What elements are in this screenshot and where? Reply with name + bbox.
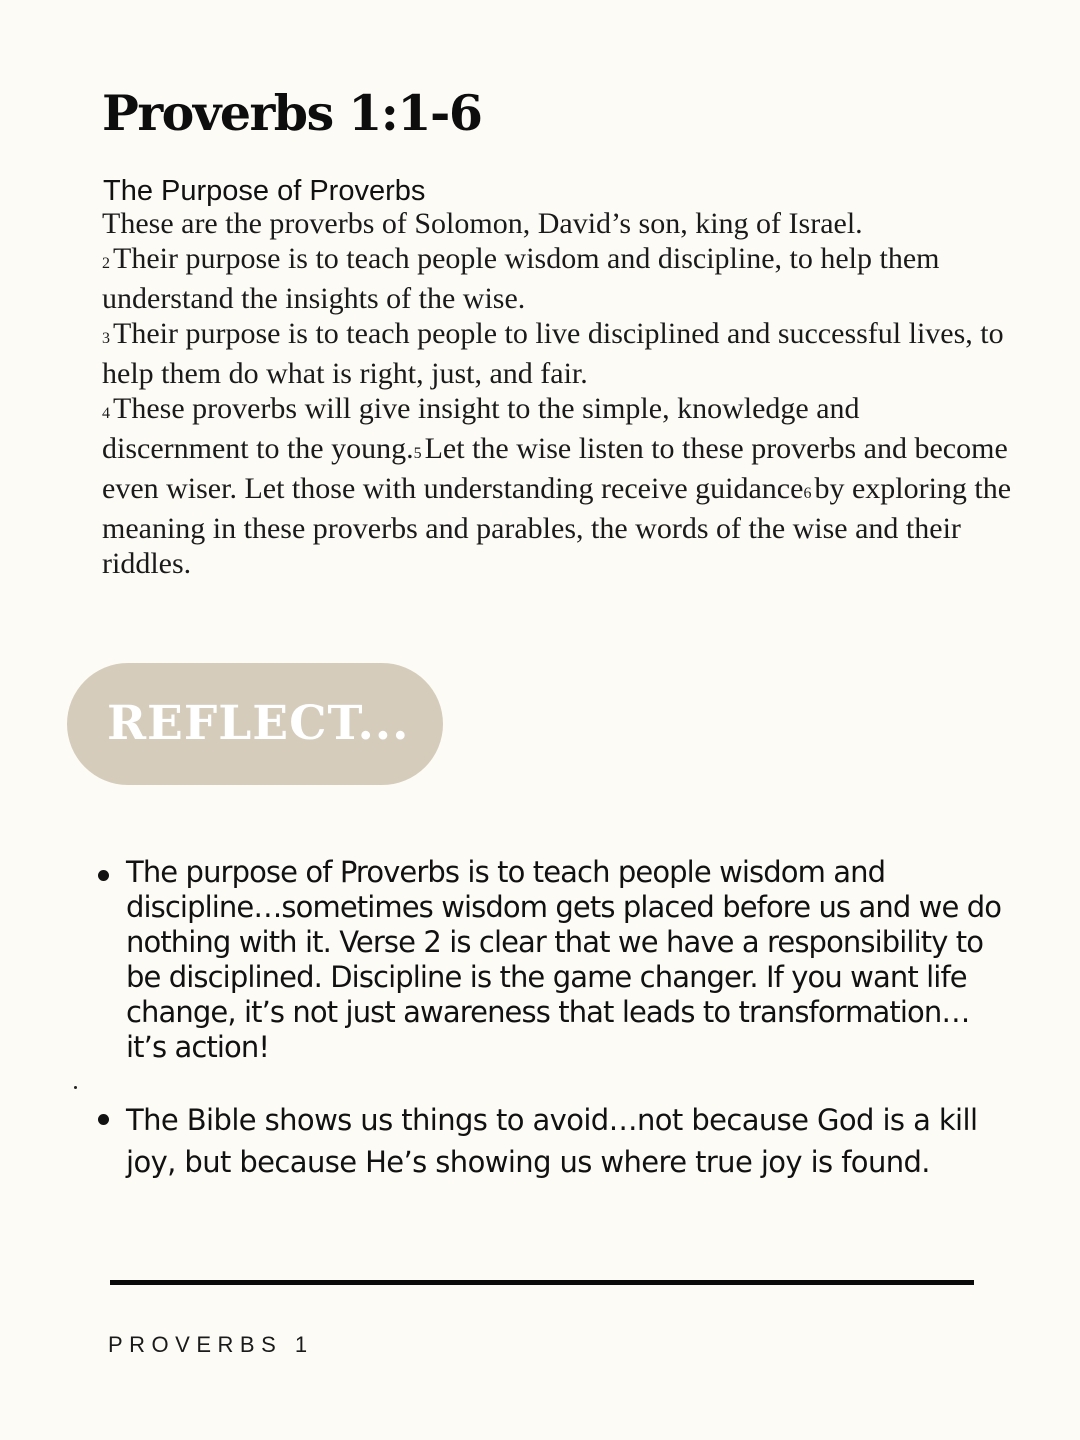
divider (110, 1280, 974, 1285)
reflection-text: The Bible shows us things to avoid…not because God is a kill joy, but because He’s showing us where true joy is found. (126, 1103, 978, 1179)
scripture-passage (102, 206, 1012, 581)
verse-number: 5 (413, 445, 422, 462)
verse-6-text: by exploring the meaning in these proverbs and parables, the words of the wise and their riddles. (102, 472, 1012, 580)
stray-dot (74, 1086, 77, 1089)
reflect-label: REFLECT... (107, 696, 410, 751)
page-title: Proverbs 1:1-6 (102, 84, 482, 142)
verse-1-text: These are the proverbs of Solomon, David’s son, king of Israel. (102, 207, 863, 240)
verse-number: 6 (803, 485, 812, 502)
verse-number: 2 (102, 255, 110, 272)
verse-number: 3 (102, 330, 110, 347)
reflect-badge (67, 663, 443, 785)
reflection-text: The purpose of Proverbs is to teach people wisdom and discipline…sometimes wisdom gets placed before us and we do nothing with it. Verse 2 is clear that we have a responsibility to be disciplined. Discipline is the game changer. If you want life change, it’s not just awareness that leads to transformation…it’s action! (126, 855, 1002, 1064)
verse-4-6 (102, 391, 1012, 581)
verse-3-text: Their purpose is to teach people to live disciplined and successful lives, to help them do what is right, just, and fair. (102, 317, 1004, 390)
footer-label: PROVERBS 1 (108, 1332, 314, 1357)
verse-1 (102, 206, 1012, 241)
verse-3 (102, 316, 1012, 391)
verse-5-text: Let the wise listen to these proverbs and become even wiser. Let those with understanding receive guidance (102, 432, 1008, 505)
section-subtitle: The Purpose of Proverbs (103, 175, 426, 207)
bullet-icon (98, 1114, 109, 1125)
verse-2-text: Their purpose is to teach people wisdom and discipline, to help them understand the insights of the wise. (102, 242, 940, 315)
verse-2 (102, 241, 1012, 316)
list-item (126, 1099, 1006, 1183)
verse-4-text: These proverbs will give insight to the simple, knowledge and discernment to the young. (102, 392, 860, 465)
verse-number: 4 (102, 405, 110, 422)
bullet-icon (98, 870, 109, 881)
list-item (126, 855, 1006, 1065)
